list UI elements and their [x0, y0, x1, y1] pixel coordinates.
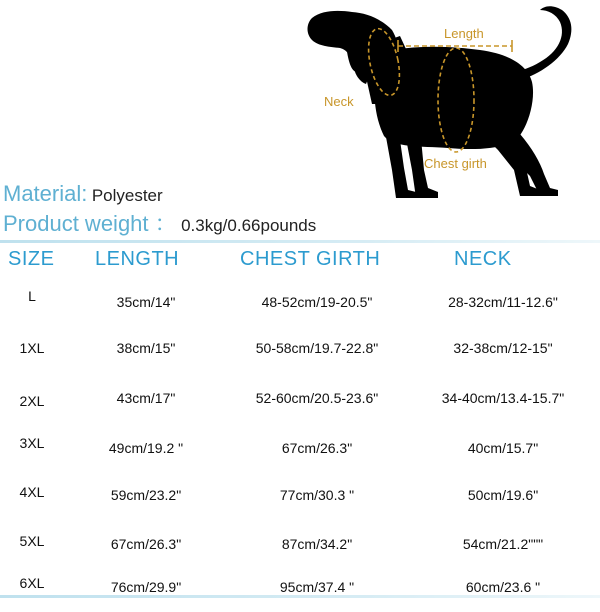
table-row: [0, 572, 600, 612]
cell-chest-girth: 50-58cm/19.7-22.8": [255, 340, 379, 356]
length-label: Length: [444, 26, 484, 41]
cell-chest-girth: 77cm/30.3 ": [279, 487, 355, 503]
material-value: Polyester: [91, 186, 163, 205]
cell-length: 49cm/19.2 ": [108, 440, 184, 456]
cell-length: 67cm/26.3": [110, 536, 182, 552]
cell-size: 4XL: [19, 484, 45, 500]
cell-size: 1XL: [19, 340, 45, 356]
header-size: SIZE: [8, 248, 55, 270]
cell-neck: 50cm/19.6": [467, 487, 539, 503]
cell-neck: 32-38cm/12-15": [453, 340, 553, 356]
cell-neck: 34-40cm/13.4-15.7": [441, 390, 565, 406]
table-row: [0, 339, 600, 379]
cell-chest-girth: 67cm/26.3": [281, 440, 353, 456]
cell-size: 3XL: [19, 435, 45, 451]
cell-length: 59cm/23.2": [110, 487, 182, 503]
neck-label: Neck: [324, 94, 354, 109]
chest-girth-label: Chest girth: [424, 156, 487, 171]
cell-size: 5XL: [19, 533, 45, 549]
header-chest-girth: CHEST GIRTH: [240, 248, 381, 270]
cell-chest-girth: 48-52cm/19-20.5": [261, 294, 373, 310]
cell-length: 35cm/14": [116, 294, 176, 310]
divider-bottom: [0, 595, 600, 598]
cell-neck: 40cm/15.7": [467, 440, 539, 456]
weight-value: 0.3kg/0.66pounds: [181, 216, 317, 235]
cell-length: 38cm/15": [116, 340, 176, 356]
table-row: [0, 288, 600, 328]
header-length: LENGTH: [95, 248, 180, 270]
divider-top: [0, 240, 600, 243]
cell-size: 2XL: [19, 393, 45, 409]
table-row: [0, 484, 600, 524]
table-row: [0, 533, 600, 573]
spec-material: [3, 181, 163, 207]
cell-neck: 60cm/23.6 ": [465, 579, 541, 595]
spec-weight: [3, 207, 316, 238]
cell-length: 76cm/29.9": [110, 579, 182, 595]
cell-neck: 54cm/21.2""": [462, 536, 544, 552]
cell-chest-girth: 95cm/37.4 ": [279, 579, 355, 595]
material-key: Material:: [3, 181, 88, 206]
cell-size: 6XL: [19, 575, 45, 591]
cell-neck: 28-32cm/11-12.6": [448, 294, 558, 310]
cell-length: 43cm/17": [116, 390, 176, 406]
header-neck: NECK: [454, 248, 512, 270]
cell-chest-girth: 87cm/34.2": [281, 536, 353, 552]
cell-size: L: [28, 288, 36, 304]
weight-key: Product weight ：: [3, 211, 177, 236]
table-row: [0, 435, 600, 475]
table-row: [0, 389, 600, 429]
cell-chest-girth: 52-60cm/20.5-23.6": [255, 390, 379, 406]
